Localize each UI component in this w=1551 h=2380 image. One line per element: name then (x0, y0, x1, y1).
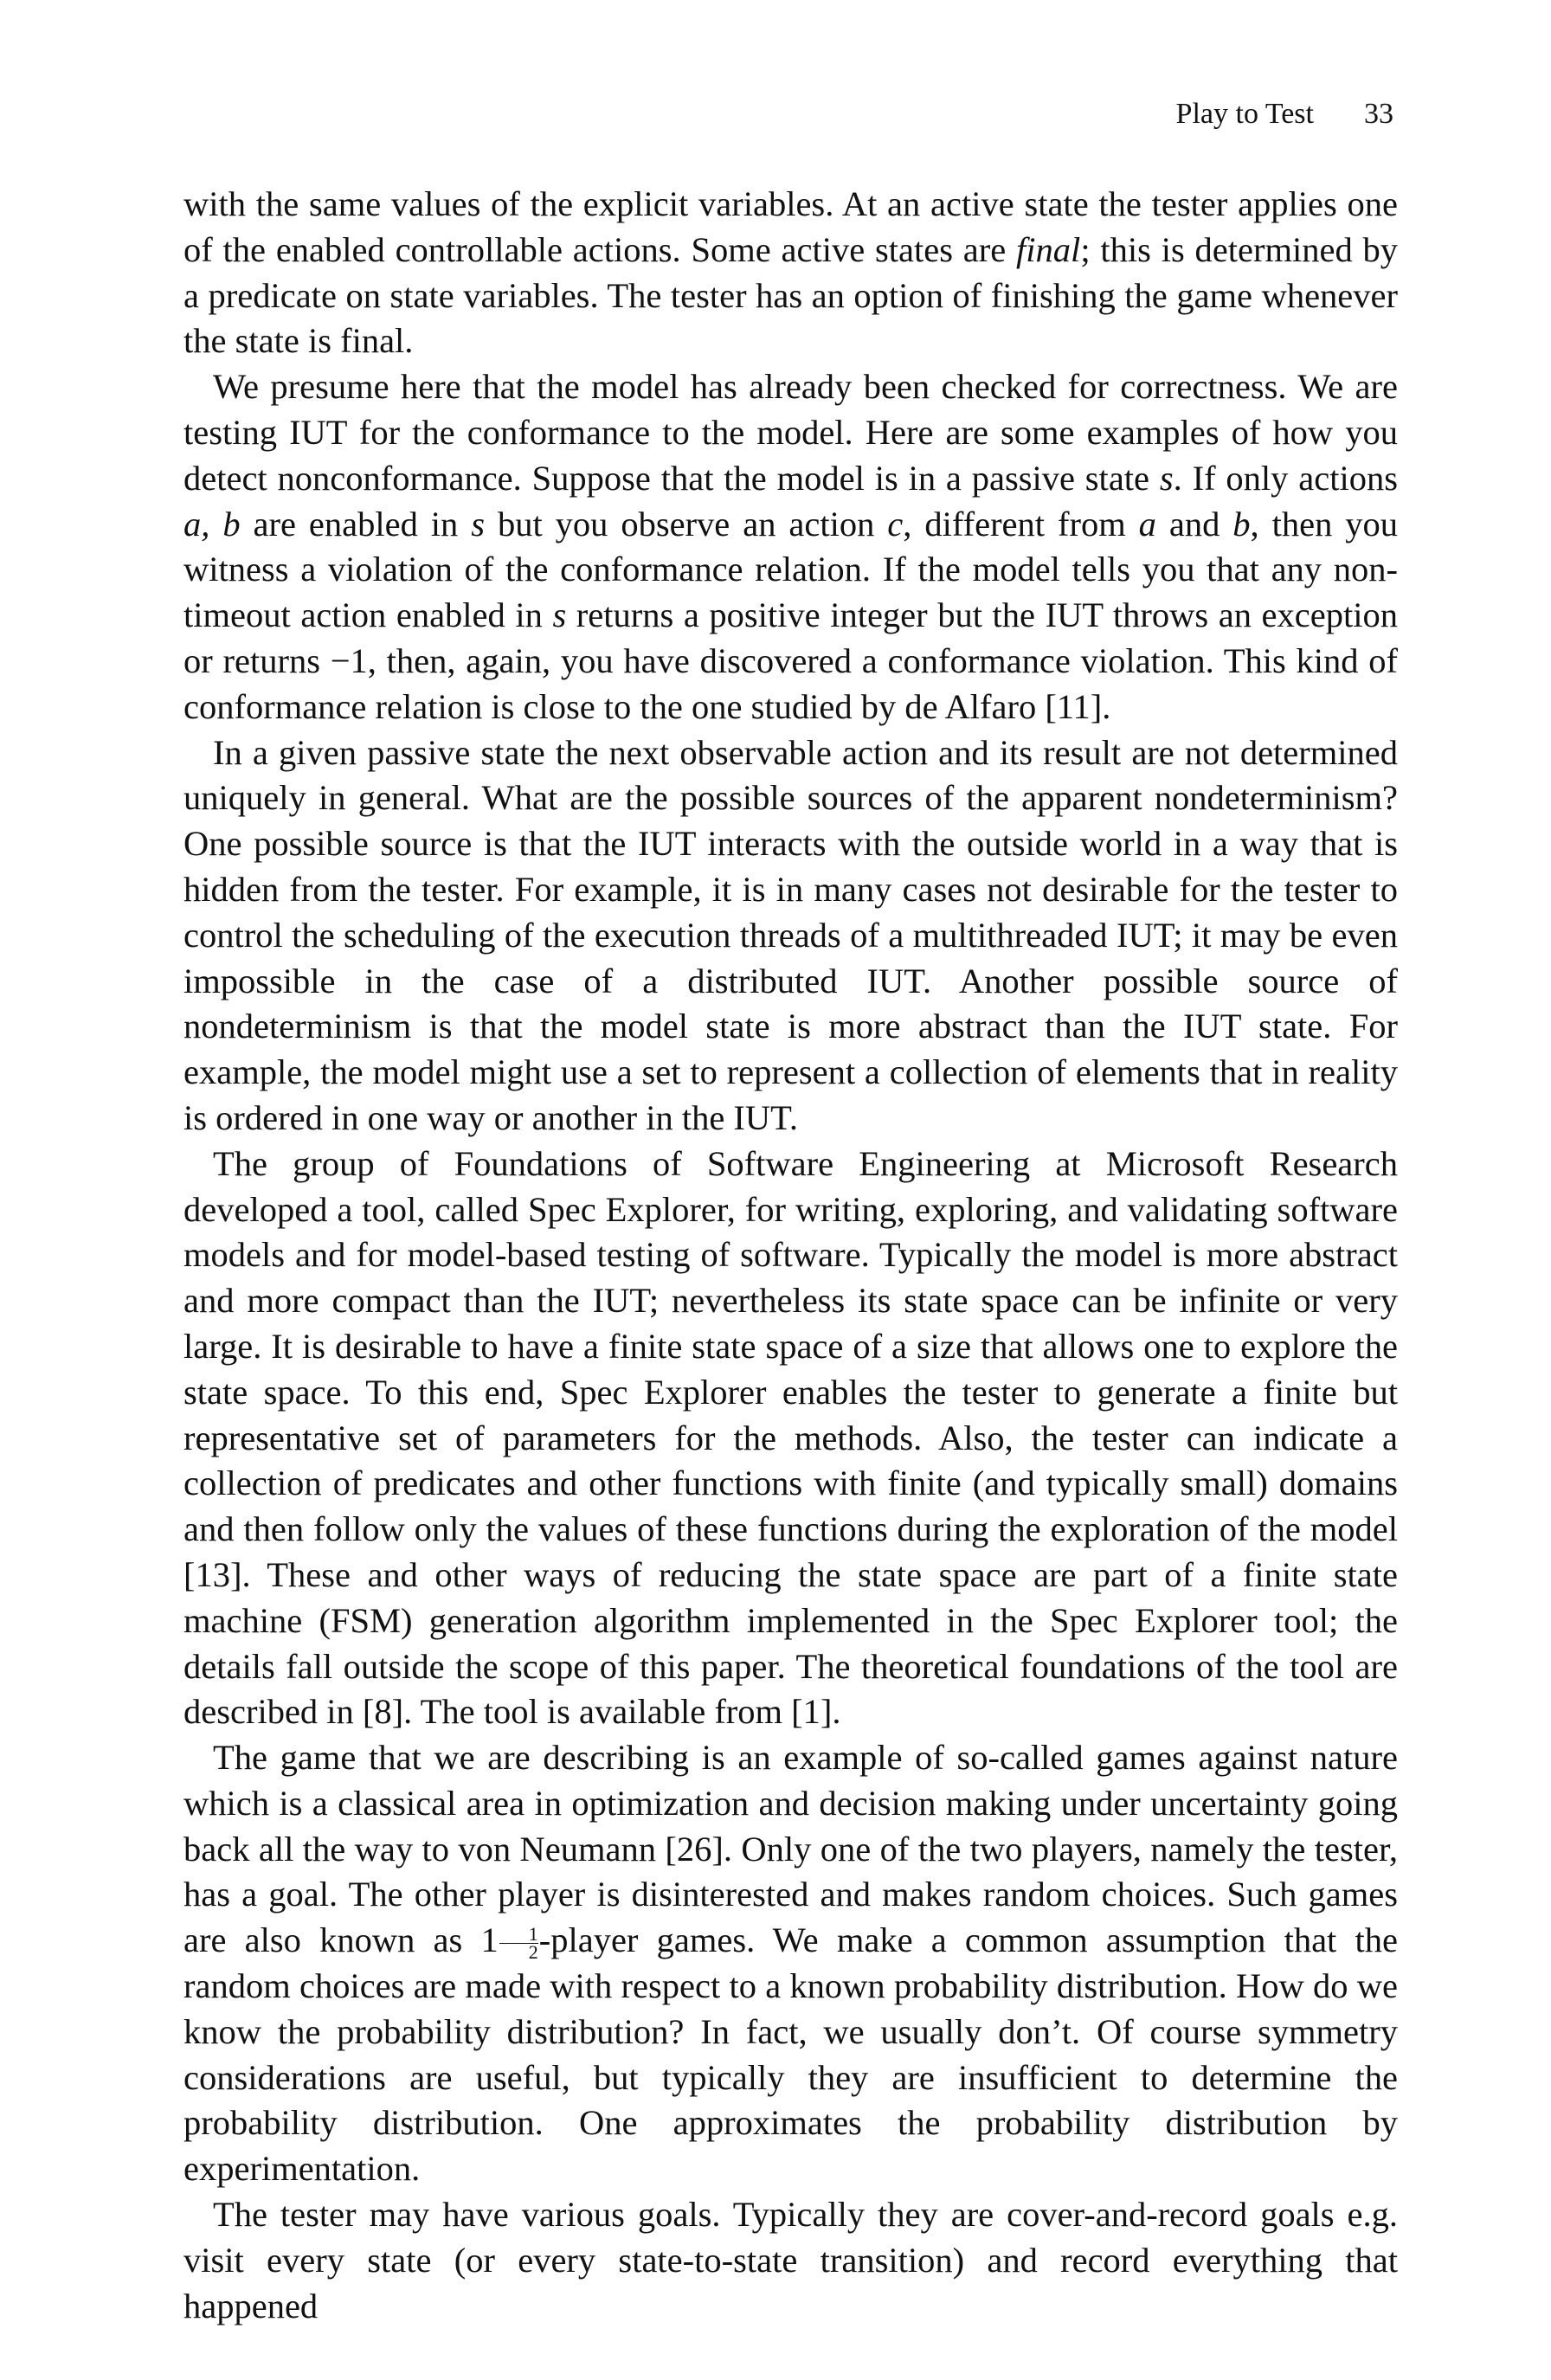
math-var-s: s (471, 504, 485, 544)
paragraph-5-text-a: The game that we are describing is an example of so-called games against nature which is a classical area in optimization and decision making under uncertainty going back all the way to von Neumann [26]. Only one of the two players, namely the tester, has a goal. The other player is disinterested and makes random choices. Such games are also known as (183, 1738, 1398, 1960)
paragraph-6: The tester may have various goals. Typically they are cover-and-record goals e.g. visit every state (or every state-to-state transition) and record everything that happened (183, 2195, 1398, 2325)
paragraph-2-text-a: We presume here that the model has already been checked for correctness. We are testing IUT for the conformance to the model. Here are some examples of how you detect nonconformance. Suppose that the model is in a passive state (183, 367, 1398, 498)
paragraph-3: In a given passive state the next observable action and its result are not determined uniquely in general. What are the possible sources of the apparent nondeterminism? One possible source is that the IUT interacts with the outside world in a way that is hidden from the tester. For example, it is in many cases not desirable for the tester to control the scheduling of the execution threads of a multithreaded IUT; it may be even impossible in the case of a distributed IUT. Another possible source of nondeterminism is that the model state is more abstract than the IUT state. For example, the model might use a set to represent a collection of elements that in reality is ordered in one way or another in the IUT. (183, 732, 1398, 1137)
paragraph-2-text-h: returns a positive integer but the IUT throws an exception or returns −1, then, again, you have discovered a conformance violation. This kind of conformance relation is close to the one studied by de Alfaro [11]. (183, 595, 1398, 726)
paragraph-1-text-a: with the same values of the explicit variables. At an active state the tester applies one of the enabled controllable actions. Some active states are (183, 184, 1398, 269)
math-var-s: s (552, 595, 567, 635)
body-text (183, 182, 1398, 2329)
paragraph-2-text-e: , different from (903, 504, 1139, 544)
fraction-whole: 1 (480, 1920, 499, 1960)
running-head (1176, 97, 1393, 132)
paragraph-5-text-b: -player games. We make a common assumption that the random choices are made with respect to a known probability distribution. How do we know the probability distribution? In fact, we usually don’t. Of course symmetry considerations are useful, but typically they are insufficient to determine the probability distribution. One approximates the probability distribution by experimentation. (183, 1920, 1398, 2189)
term-final: final (1016, 229, 1081, 269)
fraction-numerator: 1 (499, 1926, 538, 1944)
paragraph-2-text-b: . If only actions (1173, 458, 1398, 498)
math-var-a: a (1138, 504, 1156, 544)
paragraph-1-text-b: ; this is determined by a predicate on state variables. The tester has an option of finishing the game whenever the state is final. (183, 229, 1398, 361)
paragraph-5 (183, 1735, 1398, 2192)
paragraph-2-text-c: are enabled in (240, 504, 472, 544)
math-var-c: c (887, 504, 904, 544)
paragraph-2-text-d: but you observe an action (485, 504, 888, 544)
math-var-b: b (1232, 504, 1251, 544)
math-vars-a-b: a, b (183, 504, 241, 544)
running-title: Play to Test (1175, 98, 1314, 130)
page-number: 33 (1364, 98, 1393, 130)
paragraph-2 (183, 364, 1398, 730)
paragraph-4: The group of Foundations of Software Engineering at Microsoft Research developed a tool, called Spec Explorer, for writing, exploring, and validating software models and for model-based testing of software. Typically the model is more abstract and more compact than the IUT; nevertheless its state space can be infinite or very large. It is desirable to have a finite state space of a size that allows one to explore the state space. To this end, Spec Explorer enables the tester to generate a finite but representative set of parameters for the methods. Also, the tester can indicate a collection of predicates and other functions with finite (and typically small) domains and then follow only the values of these functions during the exploration of the model [13]. These and other ways of reducing the state space are part of a finite state machine (FSM) generation algorithm implemented in the Spec Explorer tool; the details fall outside the scope of this paper. The theoretical foundations of the tool are described in [8]. The tool is available from [1]. (183, 1143, 1398, 1732)
math-var-s: s (1159, 458, 1174, 498)
paragraph-2-text-f: and (1155, 504, 1233, 544)
paragraph-2-text-g: , then you witness a violation of the conformance relation. If the model tells you that any non-timeout action enabled in (183, 504, 1399, 635)
fraction-denominator: 2 (528, 1941, 538, 1964)
fraction-one-half (499, 1923, 538, 1964)
paragraph-1 (183, 182, 1398, 364)
